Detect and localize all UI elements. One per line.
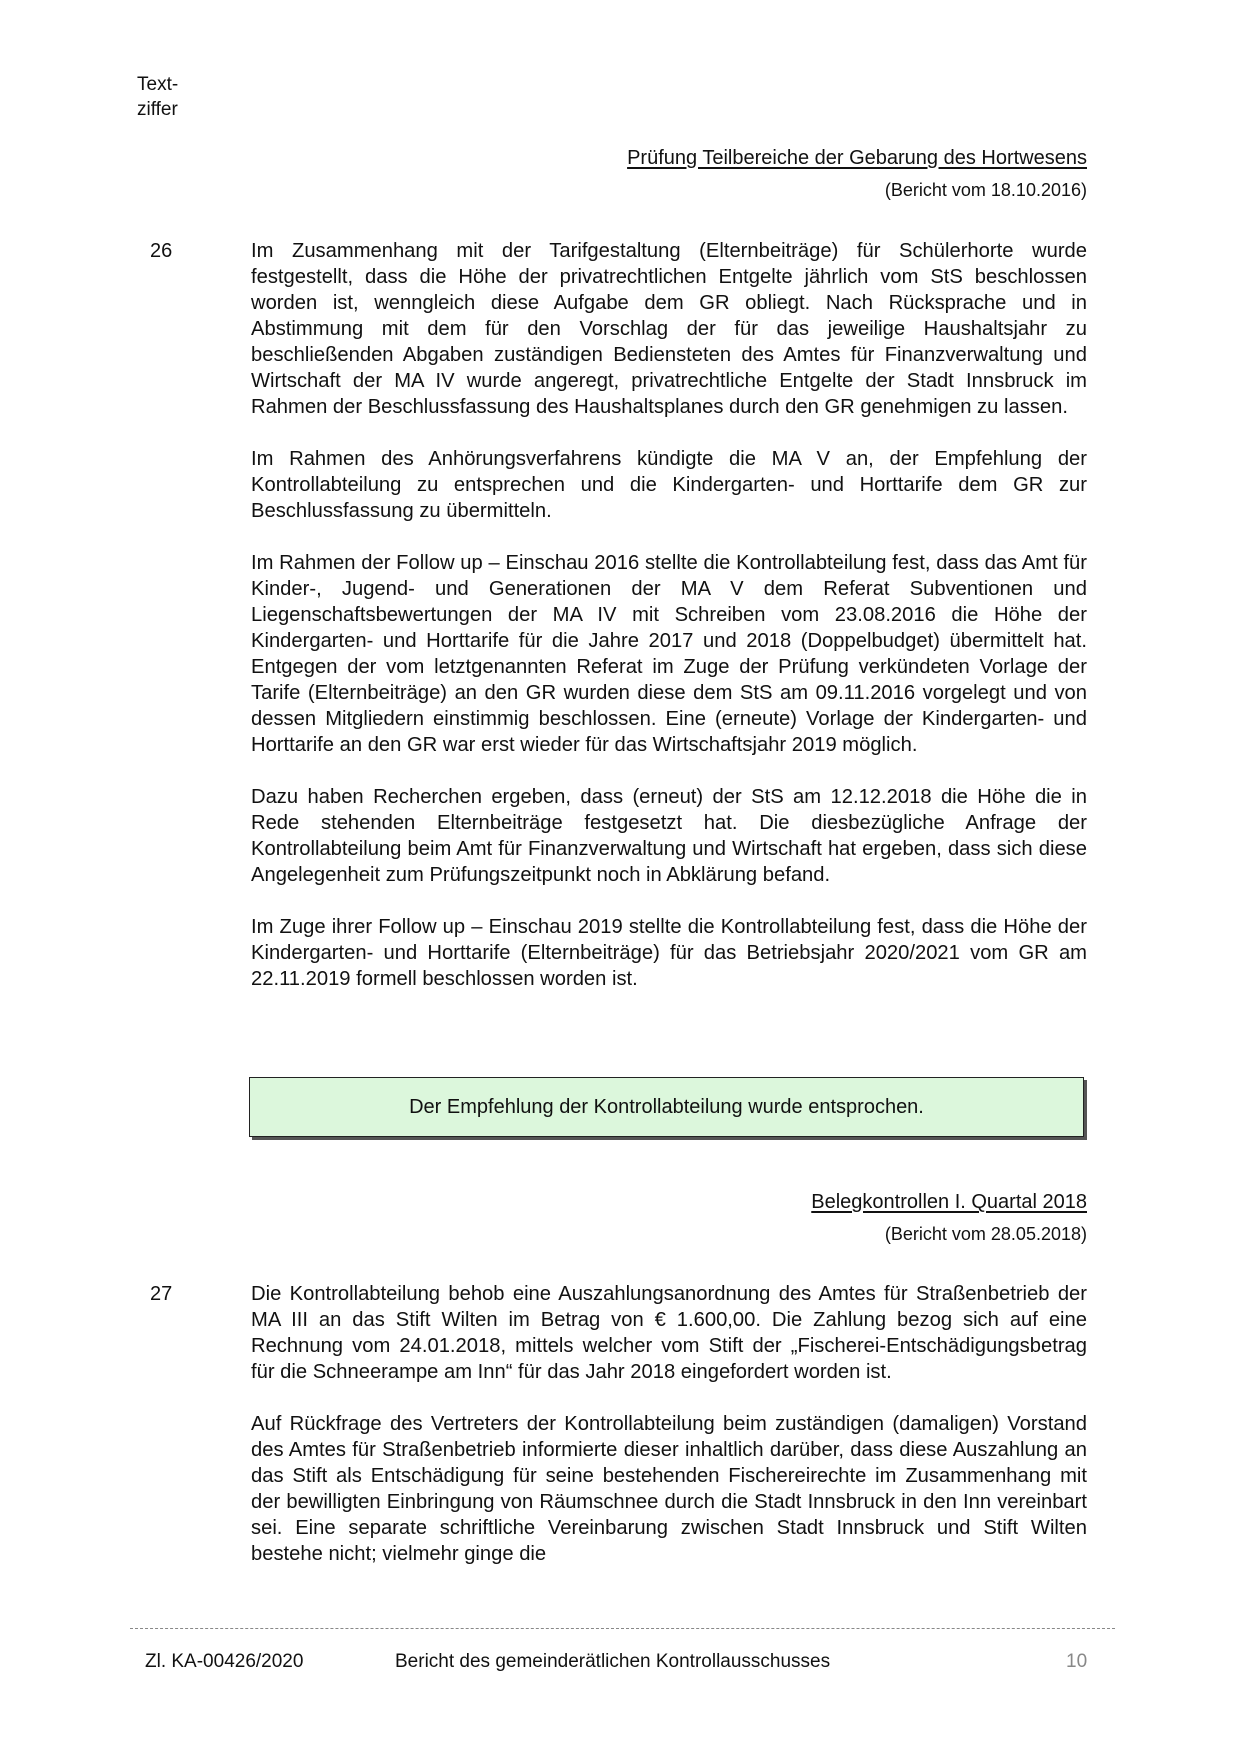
section-title: Belegkontrollen I. Quartal 2018 [811,1191,1087,1213]
section-report-date: (Bericht vom 18.10.2016) [884,180,1087,200]
footer-reference: Zl. KA-00426/2020 [145,1651,304,1672]
paragraph: Auf Rückfrage des Vertreters der Kontrollabteilung beim zuständigen (damaligen) Vorstand des Amtes für Straßenbetrieb informierte dieser inhaltlich darüber, dass diese Auszahlung an das Stift als Entschädigung für seine bestehenden Fischereirechte im Zusammenhang mit der bewilligten Einbringung von Räumschnee durch die Stadt Innsbruck in den Inn vereinbart sei. Eine separate schriftliche Vereinbarung zwischen Stadt Innsbruck und Stift Wilten bestehe nicht; vielmehr ginge die [251,1413,1087,1565]
paragraph: Im Rahmen der Follow up – Einschau 2016 stellte die Kontrollabteilung fest, dass das Amt für Kinder-, Jugend- und Generationen der MA V dem Referat Subventionen und Liegenschaftsbewertungen der MA IV mit Schreiben vom 23.08.2016 die Höhe der Kindergarten- und Horttarife für die Jahre 2017 und 2018 (Doppelbudget) übermittelt hat. Entgegen der vom letztgenannten Referat im Zuge der Prüfung verkündeten Vorlage der Tarife (Elternbeiträge) an den GR wurden diese dem StS am 09.11.2016 vorgelegt und von dessen Mitgliedern einstimmig beschlossen. Eine (erneute) Vorlage der Kindergarten- und Horttarife an den GR war erst wieder für das Wirtschaftsjahr 2019 möglich. [251,552,1087,756]
section-body [251,1281,1087,1593]
section-title: Prüfung Teilbereiche der Gebarung des Hortwesens [627,147,1087,169]
textziffer-number: 27 [150,1283,173,1305]
recommendation-box [249,1077,1084,1137]
paragraph: Die Kontrollabteilung behob eine Auszahlungsanordnung des Amtes für Straßenbetrieb der MA III an das Stift Wilten im Betrag von € 1.600,00. Die Zahlung bezog sich auf eine Rechnung vom 24.01.2018, mittels welcher vom Stift der „Fischerei-Entschädigungsbetrag für die Schneerampe am Inn“ für das Jahr 2018 eingefordert worden ist. [251,1283,1087,1383]
recommendation-text: Der Empfehlung der Kontrollabteilung wurde entsprochen. [409,1095,924,1118]
margin-label-line2: ziffer [137,99,178,120]
section-report-date: (Bericht vom 28.05.2018) [884,1224,1087,1244]
paragraph: Im Zusammenhang mit der Tarifgestaltung (Elternbeiträge) für Schülerhorte wurde festgestellt, dass die Höhe der privatrechtlichen Entgelte jährlich vom StS beschlossen worden ist, wenngleich diese Aufgabe dem GR obliegt. Nach Rücksprache und in Abstimmung mit dem für den Vorschlag der für das jeweilige Haushaltsjahr zu beschließenden Abgaben zuständigen Bediensteten des Amtes für Finanzverwaltung und Wirtschaft der MA IV wurde angeregt, privatrechtliche Entgelte der Stadt Innsbruck im Rahmen der Beschlussfassung des Haushaltsplanes durch den GR genehmigen zu lassen. [251,240,1087,418]
section-heading-belegkontrollen [811,1191,1087,1245]
section-body [251,238,1087,1018]
footer-divider [130,1628,1115,1629]
paragraph: Im Zuge ihrer Follow up – Einschau 2019 stellte die Kontrollabteilung fest, dass die Höhe der Kindergarten- und Horttarife (Elternbeiträge) für das Betriebsjahr 2020/2021 vom GR am 22.11.2019 formell beschlossen worden ist. [251,916,1087,990]
textziffer-margin-label [137,72,178,122]
paragraph: Im Rahmen des Anhörungsverfahrens kündigte die MA V an, der Empfehlung der Kontrollabteilung zu entsprechen und die Kindergarten- und Horttarife dem GR zur Beschlussfassung zu übermitteln. [251,448,1087,522]
section-heading-hortwesen [627,147,1087,201]
paragraph: Dazu haben Recherchen ergeben, dass (erneut) der StS am 12.12.2018 die Höhe die in Rede stehenden Elternbeiträge festgesetzt hat. Die diesbezügliche Anfrage der Kontrollabteilung beim Amt für Finanzverwaltung und Wirtschaft hat ergeben, dass sich diese Angelegenheit zum Prüfungszeitpunkt noch in Abklärung befand. [251,786,1087,886]
textziffer-number: 26 [150,240,173,262]
page-number: 10 [1066,1651,1088,1672]
footer-title: Bericht des gemeinderätlichen Kontrollausschusses [395,1651,831,1672]
margin-label-line1: Text- [137,74,179,95]
